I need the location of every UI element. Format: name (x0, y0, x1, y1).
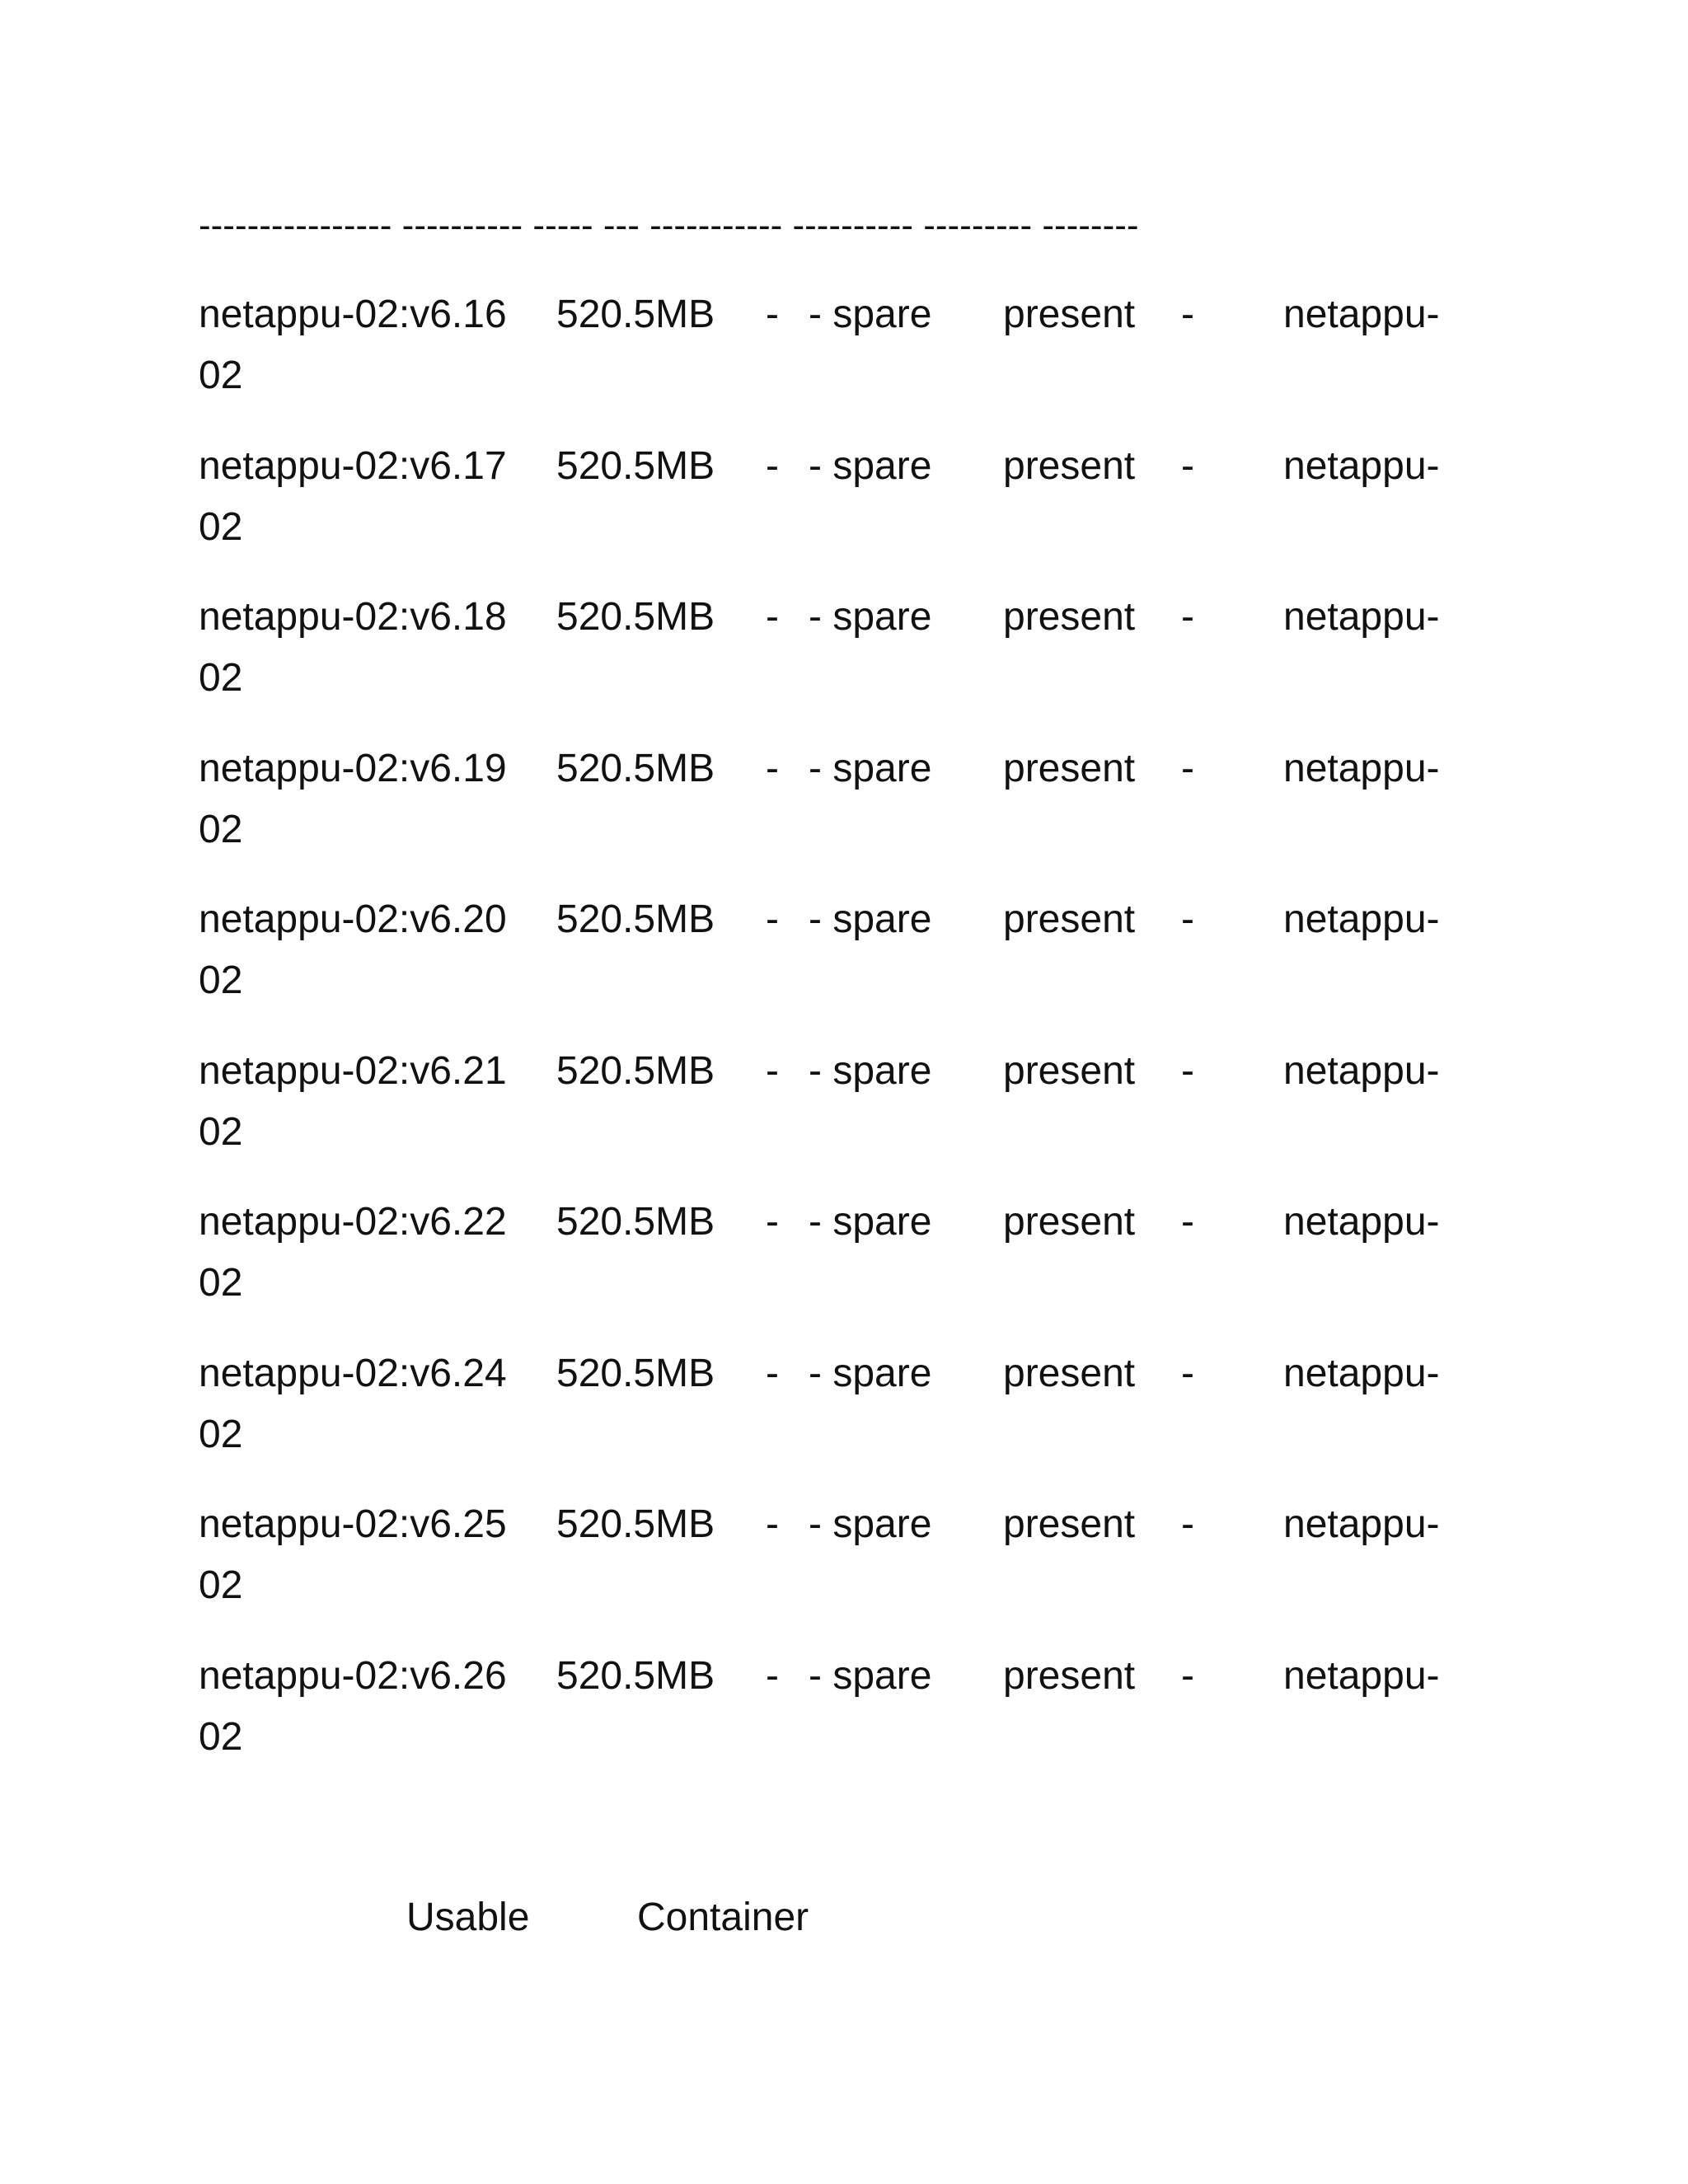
disk-status: present (1003, 443, 1136, 488)
disk-status: present (1003, 293, 1136, 336)
disk-name: netappu-02:v6.22 (199, 1200, 507, 1244)
disk-shelf: - (766, 293, 779, 336)
disk-shelf: - (766, 1351, 779, 1395)
disk-name: netappu-02:v6.19 (199, 746, 507, 790)
disk-owner-wrap: 02 (199, 354, 243, 397)
disk-container-type: - spare (809, 1653, 932, 1698)
disk-container-type: - spare (809, 1200, 932, 1244)
disk-size: 520.5MB (556, 746, 715, 790)
disk-container-name: - (1181, 746, 1194, 790)
disk-size: 520.5MB (556, 1048, 715, 1093)
disk-owner: netappu- (1283, 443, 1440, 488)
table-row (199, 284, 1484, 436)
disk-status: present (1003, 1653, 1136, 1698)
disk-size: 520.5MB (556, 443, 715, 488)
disk-size: 520.5MB (556, 1200, 715, 1244)
disk-container-name: - (1181, 443, 1194, 488)
disk-shelf: - (766, 443, 779, 488)
table-row (199, 738, 1484, 890)
disk-container-name: - (1181, 595, 1194, 639)
disk-status: present (1003, 1200, 1136, 1244)
disk-name: netappu-02:v6.18 (199, 595, 507, 639)
disk-owner: netappu- (1283, 746, 1440, 790)
disk-size: 520.5MB (556, 595, 715, 639)
disk-name: netappu-02:v6.24 (199, 1351, 507, 1395)
disk-container-type: - spare (809, 293, 932, 336)
disk-container-type: - spare (809, 1502, 932, 1546)
table-separator-line: ---------------- ---------- ----- --- ----------- ---------- --------- -------- (199, 205, 1139, 246)
disk-owner-wrap: 02 (199, 1109, 243, 1154)
disk-table (199, 284, 1484, 1797)
disk-container-name: - (1181, 1351, 1194, 1395)
disk-container-type: - spare (809, 443, 932, 488)
disk-status: present (1003, 595, 1136, 639)
disk-container-type: - spare (809, 746, 932, 790)
disk-status: present (1003, 1351, 1136, 1395)
disk-status: present (1003, 898, 1136, 941)
disk-name: netappu-02:v6.26 (199, 1653, 507, 1698)
disk-name: netappu-02:v6.16 (199, 293, 507, 336)
disk-shelf: - (766, 898, 779, 941)
disk-size: 520.5MB (556, 1351, 715, 1395)
disk-owner: netappu- (1283, 1351, 1440, 1395)
disk-container-name: - (1181, 1653, 1194, 1698)
disk-owner: netappu- (1283, 1653, 1440, 1698)
disk-shelf: - (766, 1200, 779, 1244)
disk-owner: netappu- (1283, 595, 1440, 639)
disk-owner: netappu- (1283, 293, 1440, 336)
table-row (199, 436, 1484, 588)
disk-container-name: - (1181, 293, 1194, 336)
disk-owner-wrap: 02 (199, 1563, 243, 1607)
disk-owner-wrap: 02 (199, 1412, 243, 1456)
disk-container-name: - (1181, 1200, 1194, 1244)
table-row (199, 1646, 1484, 1797)
column-header-usable: Usable (406, 1896, 530, 1939)
disk-container-name: - (1181, 898, 1194, 941)
disk-container-type: - spare (809, 1048, 932, 1093)
disk-owner-wrap: 02 (199, 1261, 243, 1305)
disk-name: netappu-02:v6.17 (199, 443, 507, 488)
disk-container-name: - (1181, 1048, 1194, 1093)
disk-owner: netappu- (1283, 898, 1440, 941)
disk-shelf: - (766, 1502, 779, 1546)
table-row (199, 1192, 1484, 1343)
disk-shelf: - (766, 595, 779, 639)
disk-shelf: - (766, 1653, 779, 1698)
disk-size: 520.5MB (556, 293, 715, 336)
disk-status: present (1003, 1048, 1136, 1093)
disk-shelf: - (766, 746, 779, 790)
disk-owner-wrap: 02 (199, 656, 243, 700)
disk-owner: netappu- (1283, 1048, 1440, 1093)
disk-owner: netappu- (1283, 1502, 1440, 1546)
table-row (199, 1041, 1484, 1193)
table-row (199, 1343, 1484, 1495)
table-row (199, 587, 1484, 738)
disk-owner: netappu- (1283, 1200, 1440, 1244)
disk-name: netappu-02:v6.25 (199, 1502, 507, 1546)
disk-owner-wrap: 02 (199, 504, 243, 549)
disk-shelf: - (766, 1048, 779, 1093)
disk-container-name: - (1181, 1502, 1194, 1546)
disk-name: netappu-02:v6.21 (199, 1048, 507, 1093)
disk-owner-wrap: 02 (199, 807, 243, 851)
disk-owner-wrap: 02 (199, 1714, 243, 1759)
disk-name: netappu-02:v6.20 (199, 898, 507, 941)
disk-container-type: - spare (809, 1351, 932, 1395)
table-row (199, 889, 1484, 1041)
disk-owner-wrap: 02 (199, 958, 243, 1002)
disk-status: present (1003, 1502, 1136, 1546)
disk-size: 520.5MB (556, 1502, 715, 1546)
column-header-container: Container (637, 1896, 809, 1939)
disk-size: 520.5MB (556, 1653, 715, 1698)
disk-container-type: - spare (809, 898, 932, 941)
table-row (199, 1494, 1484, 1646)
disk-size: 520.5MB (556, 898, 715, 941)
disk-status: present (1003, 746, 1136, 790)
disk-container-type: - spare (809, 595, 932, 639)
